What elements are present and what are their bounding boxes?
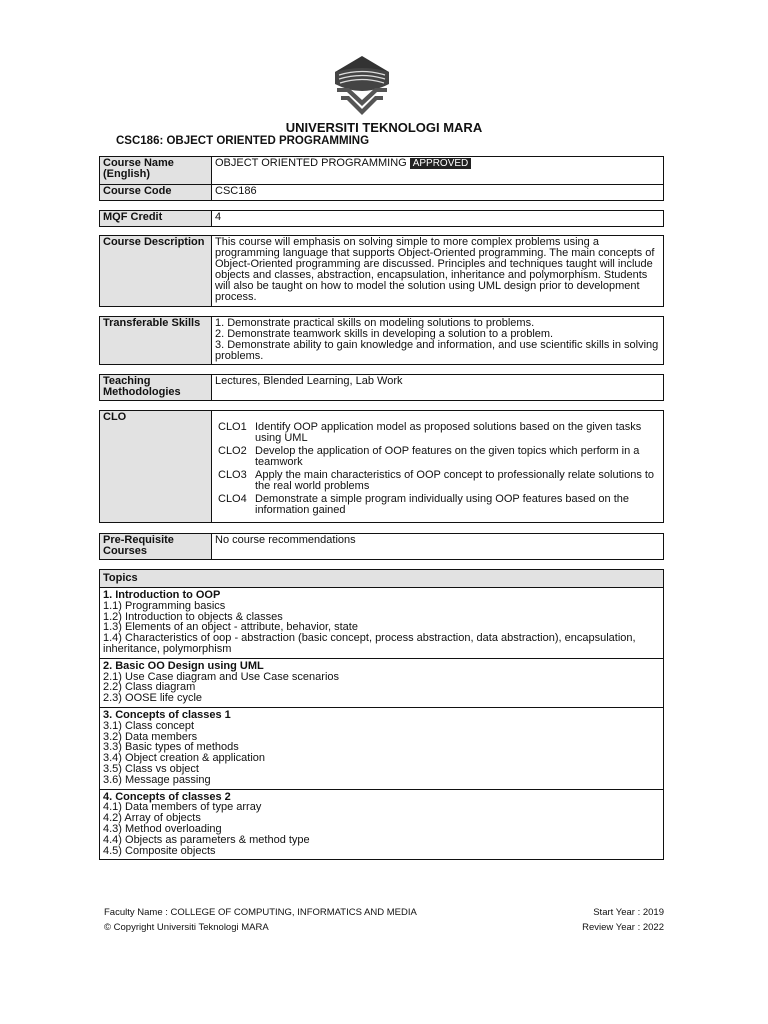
topic-item: 4.2) Array of objects — [103, 812, 201, 825]
university-name: UNIVERSITI TEKNOLOGI MARA — [285, 120, 483, 135]
clo-item — [218, 446, 659, 468]
topic-item: 1.2) Introduction to objects & classes — [103, 610, 283, 623]
topic-item: 1.1) Programming basics — [103, 599, 226, 612]
copyright: © Copyright Universiti Teknologi MARA — [104, 922, 269, 933]
topic-title: 3. Concepts of classes 1 — [103, 708, 231, 721]
course-info-table — [99, 156, 664, 201]
university-logo — [331, 54, 393, 120]
clo-text: Identify OOP application model as proposed solutions based on the given tasks using UML — [255, 421, 642, 444]
course-heading: CSC186: OBJECT ORIENTED PROGRAMMING — [116, 135, 370, 147]
clo-text: Demonstrate a simple program individually using OOP features based on the information gained — [255, 493, 629, 516]
skill-item: 2. Demonstrate teamwork skills in developing a solution to a problem. — [215, 328, 554, 340]
clo-item — [218, 470, 659, 492]
clo-table — [99, 410, 664, 523]
approved-badge: APPROVED — [410, 158, 472, 169]
prerequisite-label: Pre-Requisite Courses — [100, 534, 212, 560]
topic-title: 1. Introduction to OOP — [103, 589, 221, 601]
teaching-methodologies-table — [99, 374, 664, 401]
transferable-skills-table — [99, 316, 664, 365]
topic-item: 3.3) Basic types of methods — [103, 741, 239, 754]
mqf-credit-table — [99, 210, 664, 227]
skill-item: 3. Demonstrate ability to gain knowledge and information, and use scientific skills in solving problems. — [215, 339, 659, 362]
topic-section — [100, 708, 663, 790]
clo-label: CLO — [100, 411, 212, 523]
topic-section — [100, 588, 663, 659]
mqf-credit-value: 4 — [212, 211, 664, 227]
clo-text: Develop the application of OOP features on the given topics which perform in a teamwork — [255, 445, 640, 468]
topic-item: 3.1) Class concept — [103, 719, 195, 732]
topic-title: 4. Concepts of classes 2 — [103, 790, 231, 803]
transferable-skills-label: Transferable Skills — [100, 317, 212, 365]
course-code-value: CSC186 — [212, 185, 664, 201]
topic-item: 3.6) Message passing — [103, 773, 211, 786]
start-year: Start Year : 2019 — [593, 907, 664, 918]
clo-id: CLO2 — [218, 445, 247, 457]
clo-id: CLO3 — [218, 469, 247, 481]
topic-item: 4.3) Method overloading — [103, 822, 222, 835]
topic-item: 4.5) Composite objects — [103, 844, 216, 857]
teaching-value: Lectures, Blended Learning, Lab Work — [212, 375, 664, 401]
topic-title: 2. Basic OO Design using UML — [103, 659, 264, 672]
prerequisite-value: No course recommendations — [212, 534, 664, 560]
mqf-credit-label: MQF Credit — [100, 211, 212, 227]
course-description-value: This course will emphasis on solving simple to more complex problems using a programming language that supports Object-Oriented programming. The main concepts of Object-Oriented programming are discussed. Principles and techniques taught will include objects and classes, abstraction, encapsulation, inheritance and polymorphism. Students will also be taught on how to model the solution using UML design prior to development process. — [212, 236, 664, 307]
course-description-table — [99, 235, 664, 307]
topic-item: 4.1) Data members of type array — [103, 801, 262, 814]
clo-item — [218, 494, 659, 516]
topic-item: 2.3) OOSE life cycle — [103, 692, 203, 705]
clo-list — [212, 411, 664, 523]
course-code-label: Course Code — [100, 185, 212, 201]
topic-item: 3.4) Object creation & application — [103, 752, 266, 765]
topic-item: 2.1) Use Case diagram and Use Case scenarios — [103, 670, 340, 683]
skill-item: 1. Demonstrate practical skills on modeling solutions to problems. — [215, 317, 535, 329]
clo-id: CLO4 — [218, 493, 247, 505]
review-year: Review Year : 2022 — [582, 922, 664, 933]
topic-item: 3.5) Class vs object — [103, 762, 199, 775]
clo-item — [218, 422, 659, 444]
course-description-label: Course Description — [100, 236, 212, 307]
course-name-cell — [212, 157, 664, 185]
topic-item: 1.4) Characteristics of oop - abstraction (basic concept, process abstraction, data abstraction), encapsulation, inheritance, polymorphism — [103, 632, 636, 655]
transferable-skills-list — [212, 317, 664, 365]
topic-item: 1.3) Elements of an object - attribute, behavior, state — [103, 621, 358, 634]
clo-id: CLO1 — [218, 421, 247, 433]
topic-item: 4.4) Objects as parameters & method type — [103, 833, 310, 846]
topic-section — [100, 790, 663, 860]
topic-item: 3.2) Data members — [103, 730, 198, 743]
course-name-label: Course Name (English) — [100, 157, 212, 185]
topics-table — [99, 569, 664, 860]
clo-text: Apply the main characteristics of OOP concept to professionally relate solutions to the real world problems — [255, 469, 655, 492]
teaching-label: Teaching Methodologies — [100, 375, 212, 401]
course-name-value: OBJECT ORIENTED PROGRAMMING — [215, 157, 407, 169]
topic-section — [100, 659, 663, 708]
prerequisite-table — [99, 533, 664, 560]
faculty-name: Faculty Name : COLLEGE OF COMPUTING, INFORMATICS AND MEDIA — [104, 907, 417, 918]
topic-item: 2.2) Class diagram — [103, 681, 196, 694]
topics-header: Topics — [100, 570, 663, 588]
